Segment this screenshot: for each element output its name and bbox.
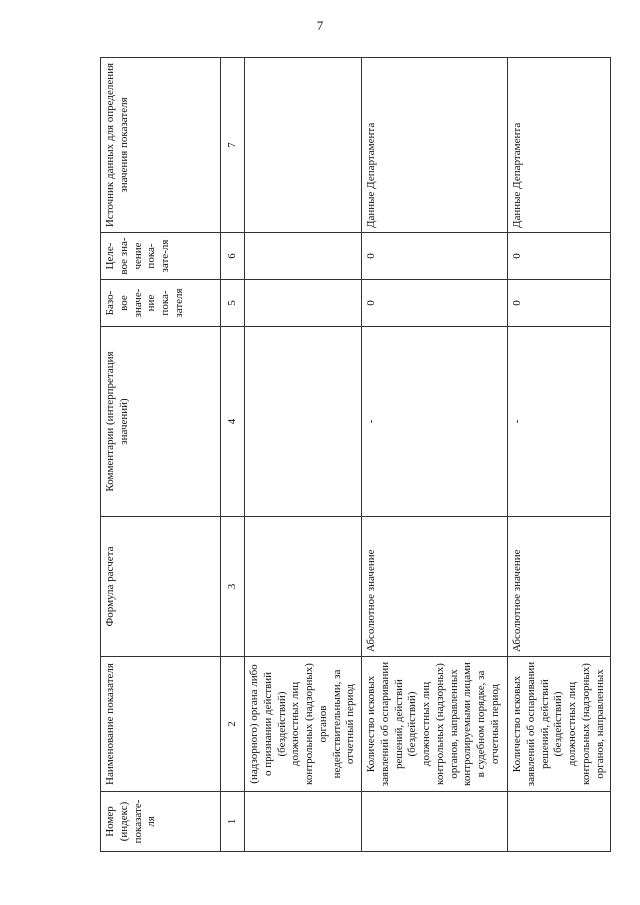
row-source: [245, 58, 362, 233]
row-index: [508, 792, 611, 852]
header-target-value: Целе-вое зна-чение пока-зате-ля: [101, 233, 221, 280]
row-indicator-name: (надзорного) органа либо о признании действий (бездействий) должностных лиц контрольных (надзорных) органов недействительными, за отчетный период: [245, 657, 362, 792]
column-number: 3: [221, 517, 245, 657]
column-number: 1: [221, 792, 245, 852]
row-indicator-name: Количество исковых заявлений об оспаривании решений, действий (бездействий) должностных лиц контрольных (надзорных) органов, направленных: [508, 657, 611, 792]
row-indicator-name: Количество исковых заявлений об оспаривании решений, действий (бездействий) должностных лиц контрольных (надзорных) органов, направленных контролируемыми лицами в судебном порядке, за отчетный период: [362, 657, 508, 792]
column-number-row: [221, 58, 245, 852]
header-index: Номер (индекс) показате-ля: [101, 792, 221, 852]
indicator-table: [100, 57, 611, 852]
column-number: 7: [221, 58, 245, 233]
column-number: 2: [221, 657, 245, 792]
header-name: Наименование показателя: [101, 657, 221, 792]
row-formula: Абсолютное значение: [362, 517, 508, 657]
row-target-value: 0: [508, 233, 611, 280]
header-base-value: Базо-вое значе-ние пока-зателя: [101, 280, 221, 327]
page-number: 7: [316, 18, 324, 33]
column-number: 5: [221, 280, 245, 327]
row-base-value: 0: [508, 280, 611, 327]
table-row: [362, 58, 508, 852]
row-base-value: [245, 280, 362, 327]
row-comment: [245, 327, 362, 517]
row-formula: [245, 517, 362, 657]
column-number: 4: [221, 327, 245, 517]
row-index: [362, 792, 508, 852]
row-target-value: [245, 233, 362, 280]
row-base-value: 0: [362, 280, 508, 327]
row-source: Данные Департамента: [362, 58, 508, 233]
row-comment: -: [508, 327, 611, 517]
header-source: Источник данных для определения значения показателя: [101, 58, 221, 233]
column-number: 6: [221, 233, 245, 280]
row-index: [245, 792, 362, 852]
header-comment: Комментарии (интерпретация значений): [101, 327, 221, 517]
table-header-row: [101, 58, 221, 852]
header-formula: Формула расчета: [101, 517, 221, 657]
row-formula: Абсолютное значение: [508, 517, 611, 657]
rotated-table: [100, 58, 606, 852]
rotated-table-container: [100, 58, 606, 852]
table-row: [245, 58, 362, 852]
table-row: [508, 58, 611, 852]
row-target-value: 0: [362, 233, 508, 280]
row-source: Данные Департамента: [508, 58, 611, 233]
row-comment: -: [362, 327, 508, 517]
